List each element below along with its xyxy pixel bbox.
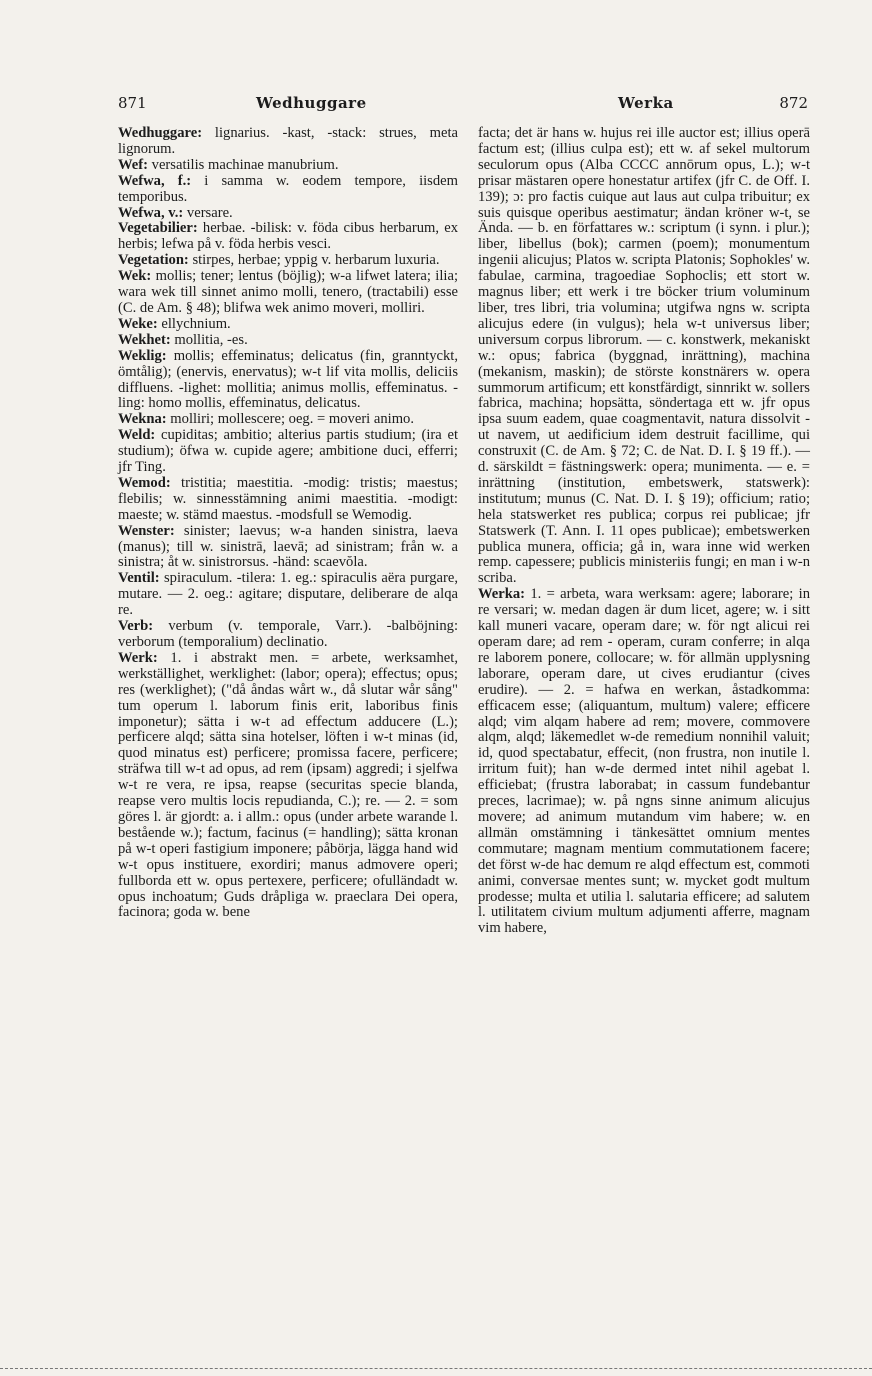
entry-definition: mollitia, -es. xyxy=(170,331,248,348)
left-column xyxy=(118,126,458,921)
dictionary-entry xyxy=(118,317,458,333)
entry-headword: Vegetabilier: xyxy=(118,220,198,237)
page-header xyxy=(118,94,808,116)
entry-headword: Wefwa, v.: xyxy=(118,204,184,221)
dictionary-entry xyxy=(118,126,458,158)
entry-definition: mollis; tener; lentus (böjlig); w-a lifwet latera; ilia; wara wek till sinnet animo molli, tenero, (tractabili) esse (C. de Am. § 48); blifwa wek animo moveri, molliri. xyxy=(118,268,458,316)
page-number-right: 872 xyxy=(779,94,808,112)
entry-headword: Wekhet: xyxy=(118,331,171,348)
entry-headword: Weld: xyxy=(118,427,156,444)
dictionary-entry xyxy=(118,571,458,619)
entry-headword: Vegetation: xyxy=(118,252,189,269)
entry-definition: versare. xyxy=(183,204,233,221)
dictionary-entry xyxy=(118,476,458,524)
running-headword-right: Werka xyxy=(618,94,674,112)
entry-headword: Wefwa, f.: xyxy=(118,172,192,189)
entry-headword: Werk: xyxy=(118,649,158,666)
entry-definition: cupiditas; ambitio; alterius partis studium; (ira et studium); öfwa w. cupide agere; ambitione duci, efferri; jfr Ting. xyxy=(118,427,458,476)
entry-headword: Weke: xyxy=(118,315,158,332)
dictionary-entry xyxy=(118,174,458,206)
entry-definition: verbum (v. temporale, Varr.). -balböjning: verborum (temporalium) declinatio. xyxy=(118,618,458,650)
entry-headword: Wenster: xyxy=(118,522,175,539)
page-number-left: 871 xyxy=(118,94,147,112)
entry-headword: Werka: xyxy=(478,586,526,603)
entry-headword: Wedhuggare: xyxy=(118,125,203,141)
dictionary-entry xyxy=(118,651,458,921)
dictionary-entry xyxy=(118,206,458,222)
entry-definition: spiraculum. -tilera: 1. eg.: spiraculis aëra purgare, mutare. — 2. oeg.: agitare; disputare, deliberare de alqa re. xyxy=(118,570,458,619)
entry-headword: Verb: xyxy=(118,618,154,635)
entry-headword: Wek: xyxy=(118,268,152,285)
entry-definition: sinister; laevus; w-a handen sinistra, laeva (manus); till w. sinistrā, laevā; ad sinistram; från w. a sinistra; åt w. sinistrorsus. -händ: scaevŏla. xyxy=(118,522,458,571)
entry-definition: 1. = arbeta, wara werksam: agere; laborare; in re versari; w. medan dagen är dum licet, agere; w. i sitt kall muneri vacare, operam dare; w. för ngt alicui rei operam dare; ad rem - operam, curam conferre; in alqa re laborem ponere, collocare; w. för allmän upplysning laborare, operam dare, ut cives erudiantur (cives erudire). — 2. = hafwa en werkan, åstadkomma: efficacem esse; (aliquantum, multum) valere; efficere alqd; vim alqam habere ad rem; movere, commovere alqm, alqd; läkemedlet w-de remedium nonnihil valuit; id, quod spectabatur, effecit, (non frustra, non inutile l. irritum fuit); han w-de dermed intet nihil agebat l. efficiebat; (frustra laborabat; in cassum fundebantur preces, lacrimae); w. på ngns sinne animum alicujus movere; ad animum mutandum vim habere; w. en allmän omstämning i tänkesättet omnium mentes commutare; magnam mentium commutationem facere; det först w-de hac demum re alqd effectum est, commoti animi, conversae mentes sunt; w. mycket godt multum prodesse; multa et utilia l. salutaria efficere; ad salutem l. utilitatem civium multum adjumenti afferre, magnam vim habere, xyxy=(478,586,810,937)
entry-definition: i samma w. eodem tempore, iisdem temporibus. xyxy=(118,172,458,205)
dictionary-entry xyxy=(118,333,458,349)
entry-headword: Wemod: xyxy=(118,474,171,491)
entry-definition: ellychnium. xyxy=(157,315,231,332)
entry-definition: herbae. -bilisk: v. föda cibus herbarum, ex herbis; lefwa på v. föda herbis vesci. xyxy=(118,220,458,253)
entry-definition: facta; det är hans w. hujus rei ille auctor est; illius operā factum est; (illius culpa est); ett w. af sekel multorum seculorum opus (Alba CCCC annōrum opus, L.); w-t prisar mästaren opere honestatur artifex (jfr C. de Off. I. 139); ɔ: pro factis cuique aut laus aut culpa tribuitur; ex suis quisque operibus aestimatur; ändan kröner w-t, se Ända. — b. en författares w.: scriptum (i synn. i plur.); liber, libellus (bok); carmen (poem); monumentum ingenii alicujus; Platos w. scripta Platonis; Sophokles' w. fabulae, carmina, tragoediae Sophoclis; ett stort w. magnus liber; ett werk i tre böcker trium voluminum liber, tres libri, tria volumina; utgifwa ngns w. scripta alicujus edere (in vulgus); hela w-t universus liber; universum corpus librorum. — c. konstwerk, mekaniskt w.: opus; fabrica (byggnad, inrättning), machina (mekanism, maskin); de störste konstnärers w. opera summorum artificum; ett konstfärdigt, sinnrikt w. sollers fabrica, machina; hopsätta, söndertaga ett w. jfr opus ipsa suum eadem, quae coagmentavit, natura dissolvit - ut navem, ut aedificium idem destruit facillime, qui construxit (C. de Am. § 72; C. de Nat. D. I. § 19 ff.). — d. särskildt = fästningswerk: opera; munimenta. — e. = inrättning (institution, embetswerk, statswerk): institutum; munus (C. Nat. D. I. § 19); officium; ratio; hela statswerket res publica; corpus rei publicae; jfr Statswerk (T. Ann. I. 11 opes publicae); embetswerken publica munera, officia; gå in, wara inne wid werken remp. capessere; publicis ministeriis fungi; en man i w-n scriba. xyxy=(478,125,810,587)
dictionary-entry xyxy=(118,253,458,269)
entry-definition: molliri; mollescere; oeg. = moveri animo. xyxy=(166,411,415,428)
dictionary-entry xyxy=(118,269,458,317)
entry-definition: mollis; effeminatus; delicatus (fin, granntyckt, ömtålig); (enervis, enervatus); w-t lif vita mollis, deliciis diffluens. -lighet: mollitia; animus mollis, effeminatus. -ling: homo mollis, effeminatus, delicatus. xyxy=(118,347,458,412)
entry-definition: lignarius. -kast, -stack: strues, meta lignorum. xyxy=(118,125,458,157)
dictionary-entry xyxy=(478,587,810,937)
entry-headword: Weklig: xyxy=(118,347,167,364)
dictionary-entry xyxy=(478,126,810,587)
dictionary-entry xyxy=(118,412,458,428)
dictionary-entry xyxy=(118,158,458,174)
dictionary-entry xyxy=(118,524,458,572)
entry-headword: Ventil: xyxy=(118,570,160,587)
bottom-edge-rule xyxy=(0,1368,872,1370)
dictionary-entry xyxy=(118,221,458,253)
dictionary-entry xyxy=(118,619,458,651)
entry-definition: 1. i abstrakt men. = arbete, werksamhet, werkställighet, werklighet: (labor; opera); effectus; opus; res (werklighet); ("då åndas wårt w., då slutar wår sång" tum operum l. laborum finis erit, laboribus finis imponetur); sätta i w-t ad effectum adducere (L.); perficere alqd; sätta sina hotelser, löften i w-t minas (id, quod minatus est) perficere; promissa facere, perficere; sträfwa till w-t ad opus, ad rem (ipsam) aggredi; i sjelfwa w-t re vera, re ipsa, reapse (securitas specie blanda, reapse vero multis locis repudianda, C.); re. — 2. = som göres l. är gjordt: a. i allm.: opus (under arbete warande l. bestående w.); factum, facinus (= handling); sätta kronan på w-t operi fastigium imponere; påbörja, lägga hand wid w-t opus instituere, exordiri; manus admovere operi; fullborda ett w. opus pertexere, perficere; ofulländadt w. opus inchoatum; Guds dråpliga w. praeclara Dei opera, facinora; goda w. bene xyxy=(118,649,458,921)
running-headword-left: Wedhuggare xyxy=(256,94,367,112)
entry-headword: Wef: xyxy=(118,156,148,173)
entry-definition: tristitia; maestitia. -modig: tristis; maestus; flebilis; w. sinnesstämning animi maestitia. -modigt: maeste; w. stämd maestus. -modsfull se Wemodig. xyxy=(118,474,458,523)
entry-definition: stirpes, herbae; yppig v. herbarum luxuria. xyxy=(188,252,440,269)
entry-headword: Wekna: xyxy=(118,411,167,428)
dictionary-entry xyxy=(118,428,458,476)
right-column xyxy=(478,126,810,937)
dictionary-entry xyxy=(118,349,458,413)
entry-definition: versatilis machinae manubrium. xyxy=(148,156,339,173)
